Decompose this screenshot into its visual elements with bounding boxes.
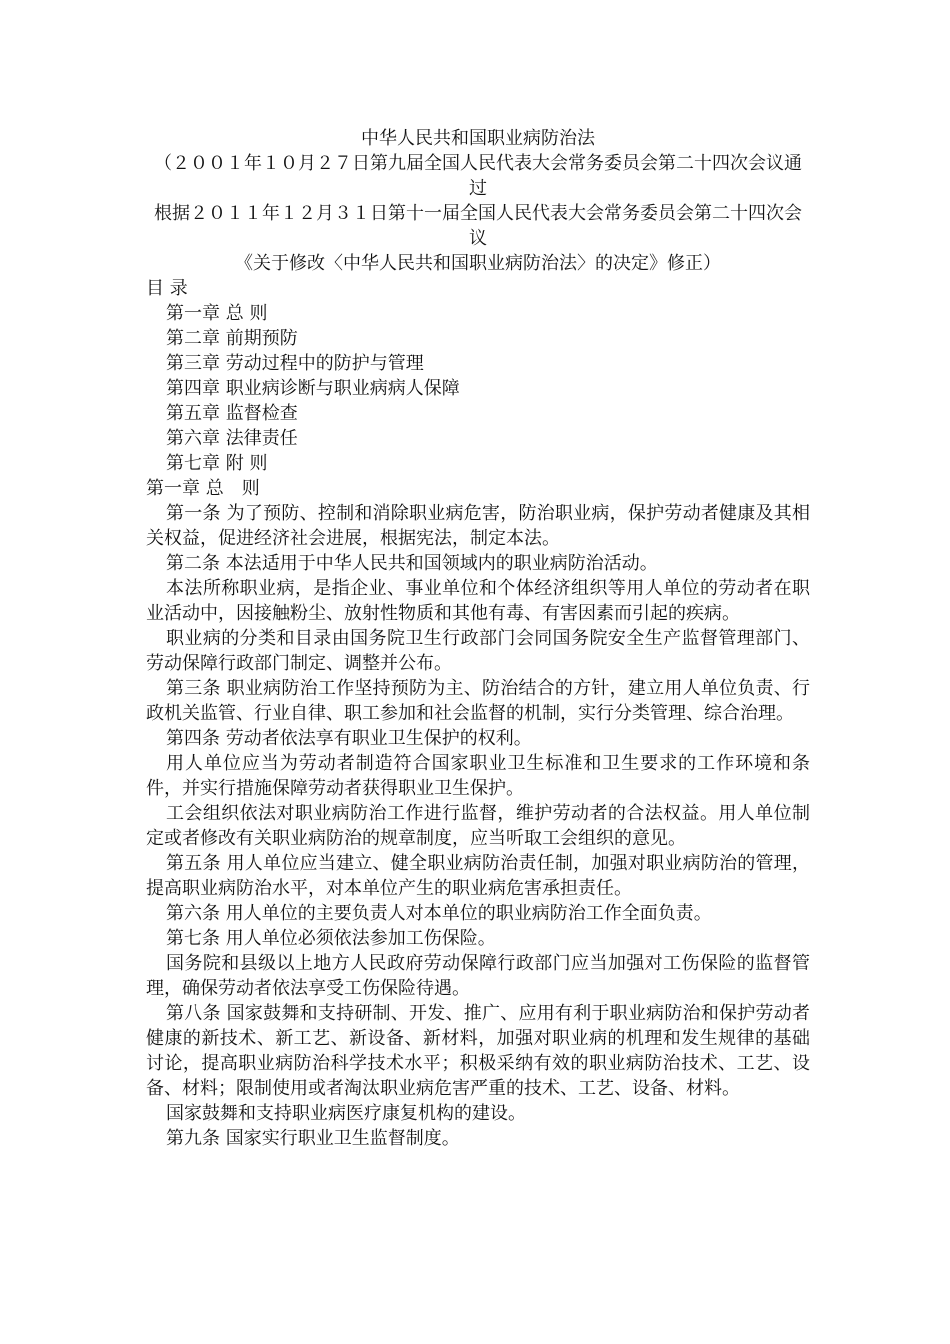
toc-item: 第三章 劳动过程中的防护与管理 — [166, 353, 424, 374]
document-page — [146, 126, 810, 1151]
article-9: 第九条 国家实行职业卫生监督制度。 — [166, 1128, 460, 1149]
chapter-one — [146, 476, 810, 1151]
article-2: 第二条 本法适用于中华人民共和国领域内的职业病防治活动。 — [166, 553, 658, 574]
law-title: 中华人民共和国职业病防治法 — [361, 128, 595, 149]
title-block — [146, 126, 810, 276]
article-6: 第六条 用人单位的主要负责人对本单位的职业病防治工作全面负责。 — [166, 903, 712, 924]
toc-item: 第五章 监督检查 — [166, 403, 298, 424]
article-7-clause-2: 国务院和县级以上地方人民政府劳动保障行政部门应当加强对工伤保险的监督管理，确保劳动者依法享受工伤保险待遇。 — [146, 953, 810, 999]
toc-item: 第六章 法律责任 — [166, 428, 298, 449]
toc-item: 第二章 前期预防 — [166, 328, 298, 349]
article-2-clause-2: 本法所称职业病，是指企业、事业单位和个体经济组织等用人单位的劳动者在职业活动中，因接触粉尘、放射性物质和其他有毒、有害因素而引起的疾病。 — [146, 578, 810, 624]
amendment-note: 根据２０１１年１２月３１日第十一届全国人民代表大会常务委员会第二十四次会议 — [154, 203, 802, 249]
article-8-clause-2: 国家鼓舞和支持职业病医疗康复机构的建设。 — [166, 1103, 526, 1124]
article-2-clause-3: 职业病的分类和目录由国务院卫生行政部门会同国务院安全生产监督管理部门、劳动保障行政部门制定、调整并公布。 — [146, 628, 810, 674]
article-5: 第五条 用人单位应当建立、健全职业病防治责任制，加强对职业病防治的管理，提高职业病防治水平，对本单位产生的职业病危害承担责任。 — [146, 853, 810, 899]
article-8: 第八条 国家鼓舞和支持研制、开发、推广、应用有利于职业病防治和保护劳动者健康的新技术、新工艺、新设备、新材料，加强对职业病的机理和发生规律的基础讨论，提高职业病防治科学技术水平；积极采纳有效的职业病防治技术、工艺、设备、材料；限制使用或者淘汰职业病危害严重的技术、工艺、设备、材料。 — [146, 1003, 810, 1099]
article-4: 第四条 劳动者依法享有职业卫生保护的权利。 — [166, 728, 532, 749]
toc-heading: 目 录 — [146, 278, 188, 299]
toc-item: 第四章 职业病诊断与职业病病人保障 — [166, 378, 460, 399]
adoption-note: （２００１年１０月２７日第九届全国人民代表大会常务委员会第二十四次会议通过 — [154, 153, 802, 199]
article-4-clause-2: 用人单位应当为劳动者制造符合国家职业卫生标准和卫生要求的工作环境和条件，并实行措施保障劳动者获得职业卫生保护。 — [146, 753, 810, 799]
toc-item: 第一章 总 则 — [166, 303, 268, 324]
article-4-clause-3: 工会组织依法对职业病防治工作进行监督，维护劳动者的合法权益。用人单位制定或者修改有关职业病防治的规章制度，应当听取工会组织的意见。 — [146, 803, 810, 849]
chapter-heading: 第一章 总 则 — [146, 478, 260, 499]
article-1: 第一条 为了预防、控制和消除职业病危害，防治职业病，保护劳动者健康及其相关权益，促进经济社会进展，根据宪法，制定本法。 — [146, 503, 810, 549]
toc-item: 第七章 附 则 — [166, 453, 268, 474]
amendment-decision: 《关于修改〈中华人民共和国职业病防治法〉的决定》修正） — [235, 253, 721, 274]
article-3: 第三条 职业病防治工作坚持预防为主、防治结合的方针，建立用人单位负责、行政机关监管、行业自律、职工参加和社会监督的机制，实行分类管理、综合治理。 — [146, 678, 810, 724]
article-7: 第七条 用人单位必须依法参加工伤保险。 — [166, 928, 496, 949]
table-of-contents — [146, 276, 810, 476]
